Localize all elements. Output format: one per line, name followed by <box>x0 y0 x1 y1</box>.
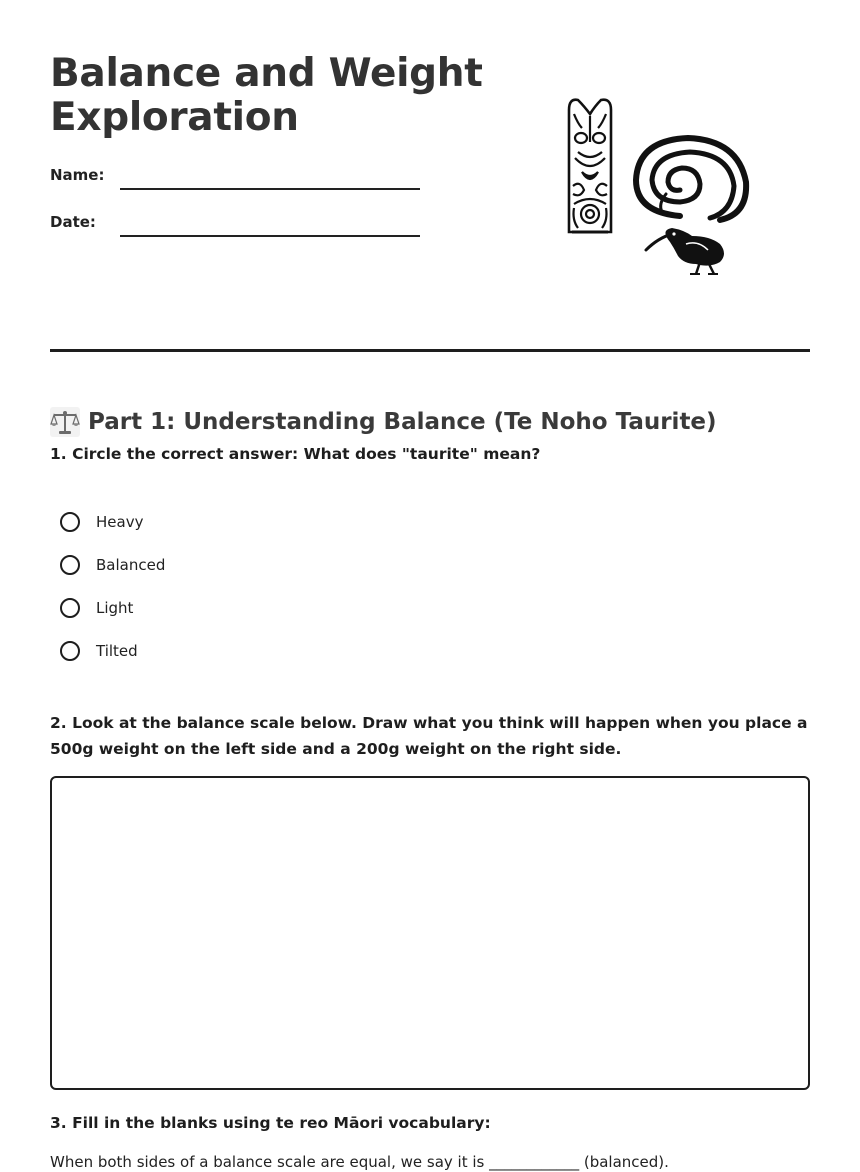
option-label: Light <box>96 598 134 617</box>
part1-heading <box>50 405 717 439</box>
option-label: Balanced <box>96 555 166 574</box>
option-light[interactable] <box>60 586 360 629</box>
drawing-area[interactable] <box>50 776 810 1090</box>
carved-pou-icon <box>569 100 611 232</box>
question-2-text: 2. Look at the balance scale below. Draw what you think will happen when you place a 500g weight on the left side and a 200g weight on the right side. <box>50 714 808 758</box>
name-field-row <box>50 160 420 190</box>
option-tilted[interactable] <box>60 629 360 672</box>
worksheet-page <box>50 0 810 1171</box>
title-line-2: Exploration <box>50 95 299 140</box>
option-label: Tilted <box>96 641 138 660</box>
radio-circle[interactable] <box>60 641 80 661</box>
date-input[interactable] <box>120 211 420 237</box>
balance-scale-icon <box>50 407 80 437</box>
title-line-1: Balance and Weight <box>50 51 483 96</box>
question-3-text: 3. Fill in the blanks using te reo Māori vocabulary: <box>50 1114 491 1132</box>
question-3-sentence: When both sides of a balance scale are equal, we say it is ____________ (balanced). <box>50 1153 669 1171</box>
koru-spiral-icon <box>636 138 746 220</box>
option-balanced[interactable] <box>60 543 360 586</box>
date-field-row <box>50 207 420 237</box>
option-label: Heavy <box>96 512 144 531</box>
radio-circle[interactable] <box>60 512 80 532</box>
date-label: Date: <box>50 213 96 231</box>
section-divider <box>50 349 810 352</box>
question-1-options <box>60 500 360 672</box>
part1-heading-text: Part 1: Understanding Balance (Te Noho Taurite) <box>88 409 717 436</box>
option-heavy[interactable] <box>60 500 360 543</box>
kiwi-bird-icon <box>646 228 724 274</box>
name-label: Name: <box>50 166 105 184</box>
radio-circle[interactable] <box>60 555 80 575</box>
question-1-text: 1. Circle the correct answer: What does "taurite" mean? <box>50 445 541 463</box>
name-input[interactable] <box>120 164 420 190</box>
radio-circle[interactable] <box>60 598 80 618</box>
worksheet-title <box>50 52 490 140</box>
maori-art-illustration <box>560 94 760 280</box>
